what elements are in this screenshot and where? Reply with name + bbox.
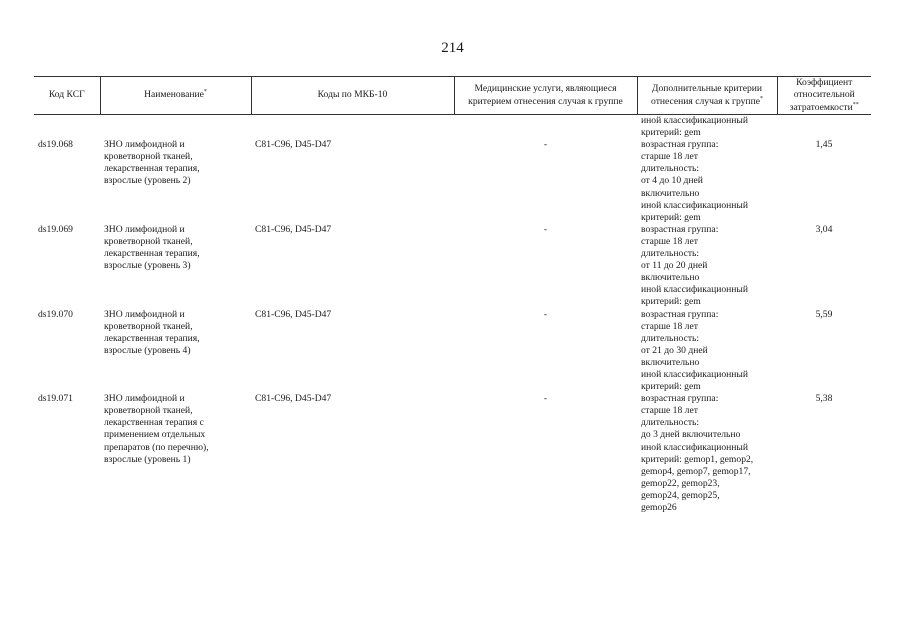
name-line: применением отдельных <box>104 429 206 441</box>
coefficient-cell: 3,04 <box>815 223 833 235</box>
name-line: лекарственная терапия, <box>104 163 200 175</box>
ksg-code-cell: ds19.068 <box>38 139 73 151</box>
ksg-table <box>34 76 871 514</box>
criteria-line: иной классификационный <box>641 284 748 296</box>
name-line: ЗНО лимфоидной и <box>104 223 185 235</box>
criteria-line: возрастная группа: <box>641 223 719 235</box>
name-line: взрослые (уровень 2) <box>104 175 191 187</box>
ksg-name-cell <box>100 139 251 224</box>
name-line: кроветворной тканей, <box>104 151 193 163</box>
header-coefficient: Коэффициент относительной затратоемкости** <box>777 77 871 115</box>
criteria-line: иной классификационный <box>641 441 748 453</box>
ksg-name-cell <box>100 393 251 514</box>
coefficient-cell: 5,59 <box>815 308 833 320</box>
ksg-code-cell: ds19.071 <box>38 393 73 405</box>
name-line: кроветворной тканей, <box>104 320 193 332</box>
criteria-line: возрастная группа: <box>641 308 719 320</box>
criteria-line: от 11 до 20 дней <box>641 260 708 272</box>
ksg-name-cell <box>100 224 251 309</box>
criteria-line: иной классификационный <box>641 368 748 380</box>
ksg-code-cell: ds19.069 <box>38 223 73 235</box>
table-row <box>34 393 871 514</box>
name-line: взрослые (уровень 4) <box>104 344 191 356</box>
criteria-line: иной классификационный <box>641 199 748 211</box>
criteria-line: gemop24, gemop25, <box>641 489 720 501</box>
mkb-codes-cell: C81-C96, D45-D47 <box>255 223 332 235</box>
mkb-codes-cell: C81-C96, D45-D47 <box>255 308 332 320</box>
criteria-line: от 4 до 10 дней <box>641 175 703 187</box>
criteria-line: gemop22, gemop23, <box>641 477 720 489</box>
services-cell: - <box>543 393 548 405</box>
header-mkb: Коды по МКБ-10 <box>251 77 454 115</box>
criteria-line: возрастная группа: <box>641 393 719 405</box>
coefficient-cell: 1,45 <box>815 139 833 151</box>
name-line: кроветворной тканей, <box>104 405 193 417</box>
criteria-line: длительность: <box>641 332 700 344</box>
criteria-line: gemop4, gemop7, gemop17, <box>641 465 751 477</box>
criteria-line: старше 18 лет <box>641 151 698 163</box>
name-line: ЗНО лимфоидной и <box>104 308 185 320</box>
name-line: лекарственная терапия, <box>104 332 200 344</box>
header-name: Наименование* <box>100 77 251 115</box>
criteria-cell <box>637 393 777 514</box>
services-cell: - <box>543 308 548 320</box>
criteria-line: иной классификационный <box>641 115 748 126</box>
criteria-line: старше 18 лет <box>641 405 698 417</box>
criteria-line: от 21 до 30 дней <box>641 344 708 356</box>
criteria-line: критерий: gem <box>641 127 701 139</box>
name-line: взрослые (уровень 1) <box>104 453 191 465</box>
criteria-cell <box>637 139 777 224</box>
name-line: препаратов (по перечню), <box>104 441 209 453</box>
name-line: кроветворной тканей, <box>104 235 193 247</box>
mkb-codes-cell: C81-C96, D45-D47 <box>255 139 332 151</box>
name-line: лекарственная терапия, <box>104 248 200 260</box>
name-line: взрослые (уровень 3) <box>104 260 191 272</box>
name-line: ЗНО лимфоидной и <box>104 139 185 151</box>
header-criteria: Дополнительные критерии отнесения случая к группе* <box>637 77 777 115</box>
criteria-line: длительность: <box>641 417 700 429</box>
mkb-codes-cell: C81-C96, D45-D47 <box>255 393 332 405</box>
criteria-line: длительность: <box>641 163 700 175</box>
criteria-line: возрастная группа: <box>641 139 719 151</box>
continuation-row <box>34 115 871 140</box>
page-number: 214 <box>441 40 464 56</box>
criteria-line: включительно <box>641 272 700 284</box>
name-line: лекарственная терапия с <box>104 417 204 429</box>
criteria-line: критерий: gem <box>641 381 701 393</box>
table-row <box>34 309 871 394</box>
criteria-line: до 3 дней включительно <box>641 429 741 441</box>
table-header-row <box>34 77 871 115</box>
continuation-criteria-cell <box>637 115 777 140</box>
criteria-line: включительно <box>641 187 700 199</box>
criteria-line: критерий: gem <box>641 296 701 308</box>
ksg-code-cell: ds19.070 <box>38 308 73 320</box>
table-row <box>34 224 871 309</box>
criteria-line: длительность: <box>641 248 700 260</box>
criteria-line: критерий: gem <box>641 211 701 223</box>
criteria-line: критерий: gemop1, gemop2, <box>641 453 754 465</box>
ksg-name-cell <box>100 309 251 394</box>
header-code: Код КСГ <box>34 77 100 115</box>
criteria-cell <box>637 309 777 394</box>
services-cell: - <box>543 223 548 235</box>
name-line: ЗНО лимфоидной и <box>104 393 185 405</box>
criteria-line: старше 18 лет <box>641 235 698 247</box>
header-services: Медицинские услуги, являющиеся критерием отнесения случая к группе <box>454 77 637 115</box>
criteria-line: старше 18 лет <box>641 320 698 332</box>
services-cell: - <box>543 139 548 151</box>
coefficient-cell: 5,38 <box>815 393 833 405</box>
criteria-line: включительно <box>641 356 700 368</box>
criteria-line: gemop26 <box>641 502 677 513</box>
table-row <box>34 139 871 224</box>
criteria-cell <box>637 224 777 309</box>
